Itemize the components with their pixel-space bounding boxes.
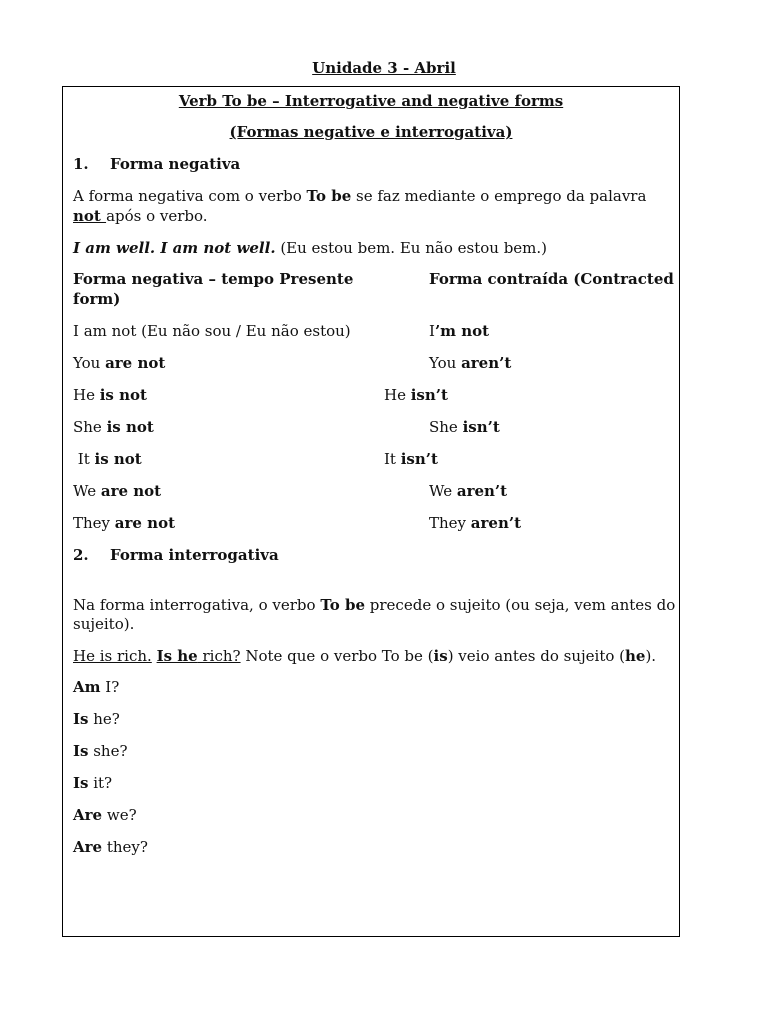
section2-number: 2. xyxy=(73,546,89,564)
section1-intro-line1: A forma negativa com o verbo To be se faz mediante o emprego da palavra xyxy=(73,187,647,205)
question-item: Is she? xyxy=(73,742,128,760)
row-left: You are not xyxy=(73,354,166,372)
row-left: It is not xyxy=(73,450,142,468)
section1-title: Forma negativa xyxy=(110,155,241,173)
col1-header-line2: form) xyxy=(73,290,121,308)
section1-example: I am well. I am not well. (Eu estou bem. Eu não estou bem.) xyxy=(73,239,548,257)
row-right: I’m not xyxy=(429,322,490,340)
heading-formas: (Formas negative e interrogativa) xyxy=(229,123,513,141)
heading-verb-to-be: Verb To be – Interrogative and negative forms xyxy=(178,92,564,110)
section1-intro-line2: not após o verbo. xyxy=(73,207,208,225)
section2-intro-line2: sujeito). xyxy=(73,615,135,633)
section2-intro-line1: Na forma interrogativa, o verbo To be precede o sujeito (ou seja, vem antes do xyxy=(73,596,676,614)
row-right: She isn’t xyxy=(429,418,500,436)
row-left: I am not (Eu não sou / Eu não estou) xyxy=(73,322,351,340)
question-item: Am I? xyxy=(73,678,120,696)
row-right: It isn’t xyxy=(384,450,438,468)
question-item: Is it? xyxy=(73,774,113,792)
row-left: She is not xyxy=(73,418,154,436)
row-left: He is not xyxy=(73,386,147,404)
col1-header-line1: Forma negativa – tempo Presente xyxy=(73,270,354,288)
document-title: Unidade 3 - Abril xyxy=(312,59,456,77)
row-right: You aren’t xyxy=(429,354,512,372)
row-right: We aren’t xyxy=(429,482,508,500)
row-right: They aren’t xyxy=(429,514,522,532)
row-right: He isn’t xyxy=(384,386,448,404)
row-left: We are not xyxy=(73,482,162,500)
question-item: Are they? xyxy=(73,838,148,856)
section1-number: 1. xyxy=(73,155,89,173)
col2-header: Forma contraída (Contracted xyxy=(429,270,674,288)
section2-title: Forma interrogativa xyxy=(110,546,279,564)
section2-example: He is rich. Is he rich? Note que o verbo To be (is) veio antes do sujeito (he). xyxy=(73,647,657,665)
question-item: Is he? xyxy=(73,710,120,728)
row-left: They are not xyxy=(73,514,176,532)
question-item: Are we? xyxy=(73,806,137,824)
